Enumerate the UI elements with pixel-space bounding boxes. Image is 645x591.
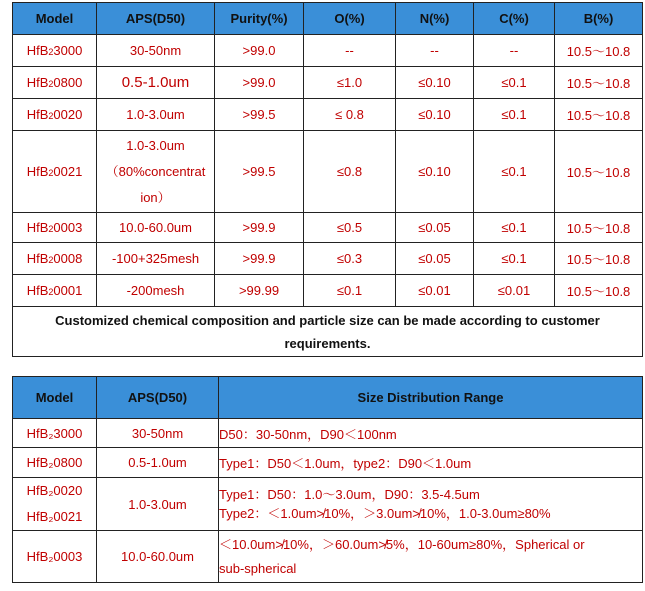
model-line: HfB₂0020 [26,483,83,498]
table-row [13,478,643,531]
model-cell: HfB20021 [13,131,97,213]
distribution-line: Type2：＜1.0um≯10%，＞3.0um≯10%，1.0-3.0um≥80% [219,506,551,521]
boron-cell: 10.5～10.8 [555,131,643,213]
table-row [13,131,643,213]
aps-cell: -200mesh [97,275,215,307]
header-nitrogen: N(%) [396,3,474,35]
model-cell: HfB20001 [13,275,97,307]
boron-cell: 10.5～10.8 [555,35,643,67]
header-size-distribution: Size Distribution Range [219,377,643,419]
purity-cell: >99.99 [215,275,304,307]
header-model: Model [13,377,97,419]
table-row [13,35,643,67]
nitrogen-cell: ≤0.10 [396,131,474,213]
model-cell: HfB20800 [13,67,97,99]
model-cell: HfB₂3000 [13,419,97,448]
distribution-cell: Type1：D50＜1.0um，type2：D90＜1.0um [219,448,643,478]
header-purity: Purity(%) [215,3,304,35]
header-carbon: C(%) [474,3,555,35]
header-model: Model [13,3,97,35]
purity-cell: >99.5 [215,99,304,131]
oxygen-cell: ≤0.1 [304,275,396,307]
nitrogen-cell: ≤0.05 [396,243,474,275]
aps-cell: 10.0-60.0um [97,213,215,243]
aps-cell: -100+325mesh [97,243,215,275]
boron-cell: 10.5～10.8 [555,67,643,99]
size-distribution-table [12,376,643,583]
table-row [13,419,643,448]
aps-line: （80%concentrat [105,163,206,179]
boron-cell: 10.5～10.8 [555,99,643,131]
model-cell: HfB23000 [13,35,97,67]
aps-cell: 0.5-1.0um [97,448,219,478]
aps-cell: 30-50nm [97,419,219,448]
nitrogen-cell: ≤0.10 [396,99,474,131]
oxygen-cell: -- [304,35,396,67]
header-boron: B(%) [555,3,643,35]
composition-table [12,2,643,357]
nitrogen-cell: ≤0.05 [396,213,474,243]
aps-cell: 0.5-1.0um [97,67,215,99]
oxygen-cell: ≤0.5 [304,213,396,243]
purity-cell: >99.9 [215,213,304,243]
header-aps: APS(D50) [97,377,219,419]
carbon-cell: ≤0.1 [474,213,555,243]
customization-note: Customized chemical composition and particle size can be made according to customer requirements. [13,307,643,357]
distribution-cell [219,478,643,531]
distribution-line: ＜10.0um≯10%，＞60.0um≯5%，10-60um≥80%，Spherical or [219,536,585,552]
model-cell: HfB20008 [13,243,97,275]
boron-cell: 10.5～10.8 [555,213,643,243]
carbon-cell: ≤0.1 [474,67,555,99]
table-row [13,67,643,99]
carbon-cell: ≤0.01 [474,275,555,307]
distribution-header-row [13,377,643,419]
table-row [13,213,643,243]
nitrogen-cell: ≤0.01 [396,275,474,307]
distribution-line: Type1：D50：1.0～3.0um，D90：3.5-4.5um [219,487,480,502]
aps-cell: 1.0-3.0um [97,99,215,131]
purity-cell: >99.0 [215,35,304,67]
aps-line: ion） [140,189,171,205]
model-line: HfB₂0021 [26,509,83,524]
distribution-cell [219,531,643,583]
aps-line: 1.0-3.0um [126,137,185,153]
table-row [13,531,643,583]
distribution-cell: D50：30-50nm，D90＜100nm [219,419,643,448]
model-cell: HfB₂0800 [13,448,97,478]
purity-cell: >99.5 [215,131,304,213]
header-aps: APS(D50) [97,3,215,35]
table-row [13,243,643,275]
note-row [13,307,643,357]
carbon-cell: ≤0.1 [474,99,555,131]
carbon-cell: ≤0.1 [474,131,555,213]
model-cell: HfB₂0003 [13,531,97,583]
oxygen-cell: ≤ 0.8 [304,99,396,131]
oxygen-cell: ≤0.3 [304,243,396,275]
oxygen-cell: ≤1.0 [304,67,396,99]
purity-cell: >99.0 [215,67,304,99]
aps-cell [97,131,215,213]
carbon-cell: ≤0.1 [474,243,555,275]
composition-header-row [13,3,643,35]
carbon-cell: -- [474,35,555,67]
distribution-line: sub-spherical [219,560,297,576]
oxygen-cell: ≤0.8 [304,131,396,213]
nitrogen-cell: ≤0.10 [396,67,474,99]
table-row [13,99,643,131]
boron-cell: 10.5～10.8 [555,243,643,275]
aps-cell: 30-50nm [97,35,215,67]
header-oxygen: O(%) [304,3,396,35]
nitrogen-cell: -- [396,35,474,67]
table-row [13,275,643,307]
aps-cell: 10.0-60.0um [97,531,219,583]
table-row [13,448,643,478]
purity-cell: >99.9 [215,243,304,275]
model-cell: HfB20003 [13,213,97,243]
model-cell [13,478,97,531]
model-cell: HfB20020 [13,99,97,131]
boron-cell: 10.5～10.8 [555,275,643,307]
aps-cell: 1.0-3.0um [97,478,219,531]
